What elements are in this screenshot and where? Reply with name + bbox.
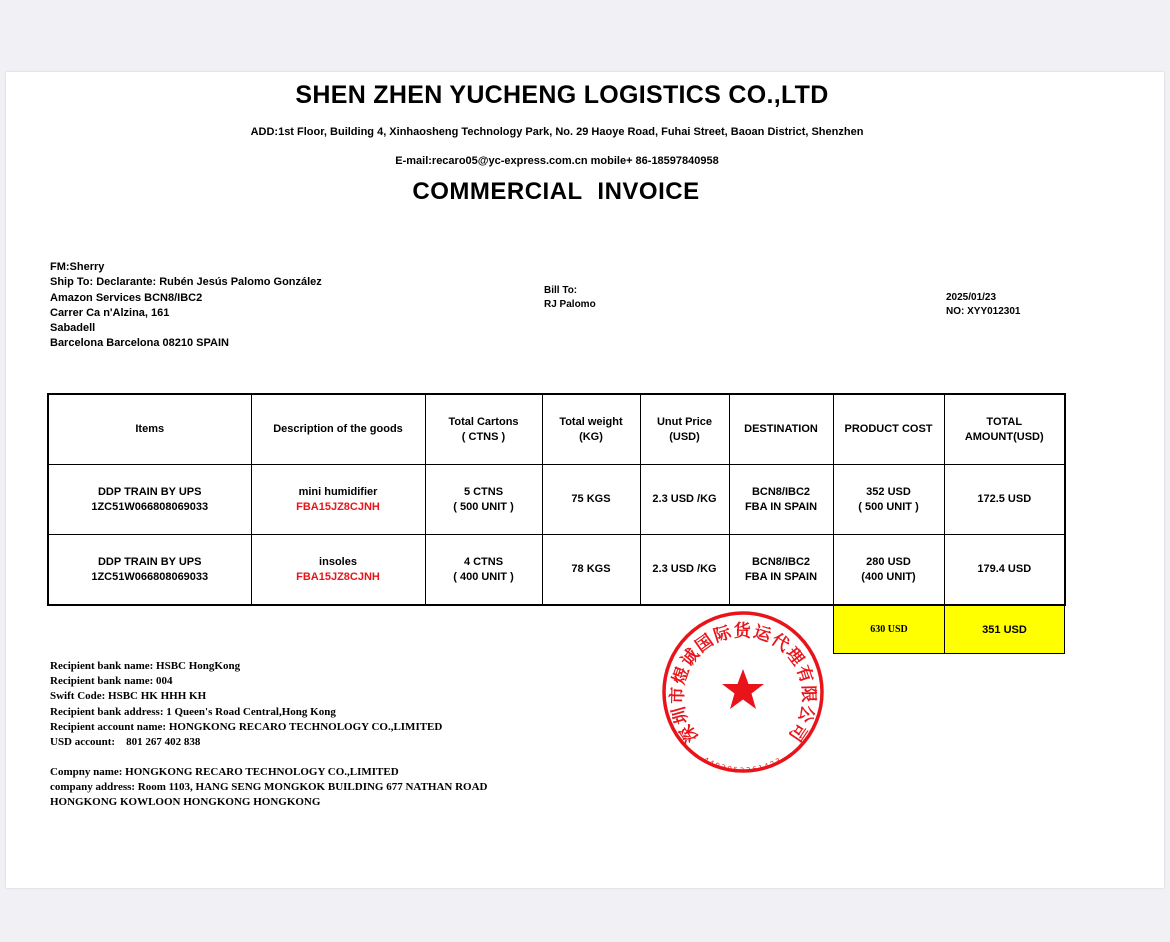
cell-items: DDP TRAIN BY UPS 1ZC51W066808069033 — [48, 535, 251, 606]
header-total-weight: Total weight (KG) — [542, 394, 640, 465]
bill-to-label: Bill To: — [544, 285, 578, 296]
sku-code: FBA15JZ8CJNH — [296, 500, 380, 513]
bank-line: USD account: 801 267 402 838 — [50, 736, 201, 749]
cell-unit-price: 2.3 USD /KG — [640, 465, 729, 535]
cell-total-amount: 172.5 USD — [944, 465, 1065, 535]
company-seal — [660, 609, 826, 775]
bill-to-block — [544, 284, 596, 312]
shipping-block — [50, 260, 322, 352]
company-line: company address: Room 1103, HANG SENG MONGKOK BUILDING 677 NATHAN ROAD — [50, 781, 488, 794]
cell-cartons: 4 CTNS ( 400 UNIT ) — [425, 535, 542, 606]
bank-line: Recipient bank name: 004 — [50, 675, 173, 688]
cell-description: mini humidifier FBA15JZ8CJNH — [251, 465, 425, 535]
bank-details — [50, 659, 442, 750]
company-name: SHEN ZHEN YUCHENG LOGISTICS CO.,LTD — [295, 81, 829, 109]
invoice-number: NO: XYY012301 — [946, 306, 1021, 317]
shipping-line: Ship To: Declarante: Rubén Jesús Palomo González — [50, 276, 322, 289]
total-product-cost: 630 USD — [833, 605, 945, 654]
bank-line: Recipient bank address: 1 Queen's Road Central,Hong Kong — [50, 705, 336, 718]
seal-code: 4403053361423 — [701, 755, 785, 775]
invoice-table — [47, 393, 1066, 606]
cell-unit-price: 2.3 USD /KG — [640, 535, 729, 606]
cell-product-cost: 352 USD ( 500 UNIT ) — [833, 465, 944, 535]
total-amount: 351 USD — [944, 605, 1065, 654]
bank-line: Swift Code: HSBC HK HHH KH — [50, 690, 207, 703]
invoice-page — [6, 72, 1164, 888]
shipping-line: FM:Sherry — [50, 261, 105, 273]
cell-destination: BCN8/IBC2 FBA IN SPAIN — [729, 465, 833, 535]
cell-destination: BCN8/IBC2 FBA IN SPAIN — [729, 535, 833, 606]
header-description: Description of the goods — [251, 394, 425, 465]
shipping-line: Sabadell — [50, 322, 96, 335]
table-header-row — [48, 394, 1065, 465]
star-icon — [722, 669, 764, 709]
document-title: COMMERCIAL INVOICE — [412, 178, 700, 205]
cell-weight: 78 KGS — [542, 535, 640, 606]
cell-cartons: 5 CTNS ( 500 UNIT ) — [425, 465, 542, 535]
cell-description: insoles FBA15JZ8CJNH — [251, 535, 425, 606]
cell-total-amount: 179.4 USD — [944, 535, 1065, 606]
header-items: Items — [48, 394, 251, 465]
header-unit-price: Unut Price (USD) — [640, 394, 729, 465]
table-row — [48, 465, 1065, 535]
header-total-amount: TOTAL AMOUNT(USD) — [944, 394, 1065, 465]
invoice-info — [946, 291, 1021, 319]
header-total-cartons: Total Cartons ( CTNS ) — [425, 394, 542, 465]
bill-to-name: RJ Palomo — [544, 299, 596, 310]
header-destination: DESTINATION — [729, 394, 833, 465]
cell-product-cost: 280 USD (400 UNIT) — [833, 535, 944, 606]
shipping-line: Barcelona Barcelona 08210 SPAIN — [50, 337, 229, 350]
cell-items: DDP TRAIN BY UPS 1ZC51W066808069033 — [48, 465, 251, 535]
company-line: Compny name: HONGKONG RECARO TECHNOLOGY CO.,LIMITED — [50, 766, 399, 778]
seal-text: 深圳市煜诚国际货运代理有限公司 — [667, 621, 819, 746]
company-details — [50, 765, 487, 811]
header-product-cost: PRODUCT COST — [833, 394, 944, 465]
cell-weight: 75 KGS — [542, 465, 640, 535]
table-row — [48, 535, 1065, 606]
company-contact: E-mail:recaro05@yc-express.com.cn mobile+ 86-18597840958 — [395, 155, 719, 167]
shipping-line: Amazon Services BCN8/IBC2 — [50, 291, 203, 304]
bank-line: Recipient bank name: HSBC HongKong — [50, 660, 241, 672]
invoice-date: 2025/01/23 — [946, 292, 997, 303]
bank-line: Recipient account name: HONGKONG RECARO TECHNOLOGY CO.,LIMITED — [50, 720, 443, 733]
company-address: ADD:1st Floor, Building 4, Xinhaosheng Technology Park, No. 29 Haoye Road, Fuhai Street, Baoan District, Shenzhen — [250, 126, 864, 138]
sku-code: FBA15JZ8CJNH — [296, 570, 380, 583]
shipping-line: Carrer Ca n'Alzina, 161 — [50, 306, 170, 319]
company-line: HONGKONG KOWLOON HONGKONG HONGKONG — [50, 796, 321, 809]
